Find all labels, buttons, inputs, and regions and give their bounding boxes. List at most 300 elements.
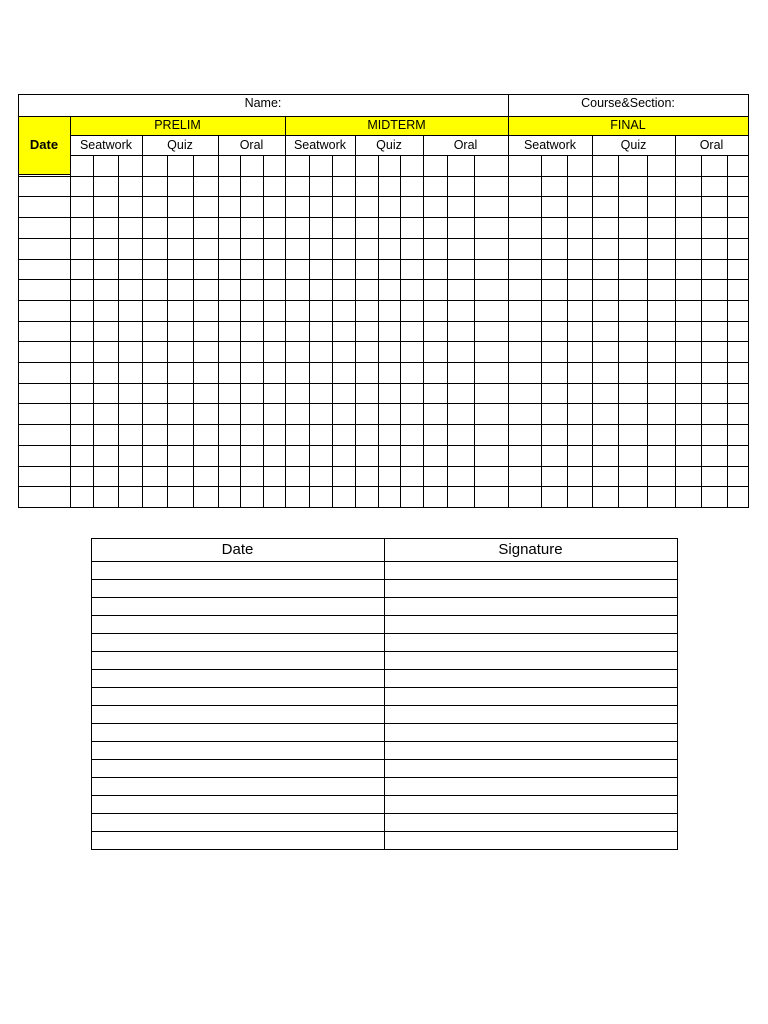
grade-entry-cell[interactable] — [71, 404, 93, 424]
grade-entry-cell[interactable] — [424, 384, 447, 404]
grade-entry-cell[interactable] — [728, 156, 748, 176]
grade-entry-cell[interactable] — [401, 384, 423, 404]
grade-entry-cell[interactable] — [333, 384, 355, 404]
grade-entry-cell[interactable] — [286, 301, 309, 321]
grade-entry-cell[interactable] — [728, 425, 748, 445]
grade-entry-cell[interactable] — [241, 384, 263, 404]
grade-entry-cell[interactable] — [194, 322, 218, 342]
grade-entry-cell[interactable] — [702, 197, 727, 217]
grade-entry-cell[interactable] — [310, 239, 332, 259]
grade-entry-cell[interactable] — [286, 218, 309, 238]
grade-entry-cell[interactable] — [475, 177, 508, 197]
grade-entry-cell[interactable] — [168, 446, 193, 466]
grade-entry-cell[interactable] — [94, 446, 118, 466]
grade-entry-cell[interactable] — [593, 239, 618, 259]
grade-entry-cell[interactable] — [728, 363, 748, 383]
grade-entry-cell[interactable] — [219, 239, 240, 259]
grade-entry-cell[interactable] — [194, 156, 218, 176]
grade-entry-cell[interactable] — [310, 404, 332, 424]
grade-entry-cell[interactable] — [194, 239, 218, 259]
grade-entry-cell[interactable] — [71, 467, 93, 487]
signature-log-signature-cell[interactable] — [385, 760, 677, 777]
grade-entry-cell[interactable] — [648, 487, 675, 507]
grade-entry-cell[interactable] — [143, 239, 167, 259]
grade-entry-cell[interactable] — [728, 487, 748, 507]
grade-entry-cell[interactable] — [356, 487, 378, 507]
grade-entry-cell[interactable] — [241, 218, 263, 238]
grade-entry-cell[interactable] — [71, 322, 93, 342]
grade-entry-cell[interactable] — [568, 384, 592, 404]
grade-entry-cell[interactable] — [593, 197, 618, 217]
grade-entry-cell[interactable] — [310, 425, 332, 445]
grade-entry-cell[interactable] — [542, 384, 567, 404]
grade-entry-cell[interactable] — [119, 404, 142, 424]
grade-entry-cell[interactable] — [379, 446, 400, 466]
grade-entry-cell[interactable] — [168, 342, 193, 362]
grade-entry-cell[interactable] — [448, 156, 474, 176]
grade-entry-cell[interactable] — [94, 404, 118, 424]
grade-entry-cell[interactable] — [728, 384, 748, 404]
grade-entry-cell[interactable] — [676, 404, 701, 424]
grade-entry-cell[interactable] — [71, 156, 93, 176]
grade-entry-cell[interactable] — [71, 260, 93, 280]
grade-entry-cell[interactable] — [509, 280, 541, 300]
grade-entry-cell[interactable] — [119, 363, 142, 383]
grade-entry-cell[interactable] — [264, 322, 285, 342]
signature-log-signature-cell[interactable] — [385, 616, 677, 633]
signature-log-date-cell[interactable] — [92, 580, 384, 597]
grade-entry-cell[interactable] — [333, 363, 355, 383]
grade-entry-cell[interactable] — [424, 280, 447, 300]
grade-entry-cell[interactable] — [648, 156, 675, 176]
grade-entry-cell[interactable] — [119, 177, 142, 197]
grade-entry-cell[interactable] — [168, 239, 193, 259]
grade-entry-cell[interactable] — [648, 197, 675, 217]
grade-entry-cell[interactable] — [568, 301, 592, 321]
grade-entry-cell[interactable] — [333, 342, 355, 362]
grade-entry-cell[interactable] — [702, 425, 727, 445]
grade-entry-cell[interactable] — [728, 239, 748, 259]
grade-entry-cell[interactable] — [568, 404, 592, 424]
grade-entry-cell[interactable] — [310, 446, 332, 466]
grade-entry-cell[interactable] — [448, 197, 474, 217]
grade-entry-cell[interactable] — [264, 384, 285, 404]
grade-entry-cell[interactable] — [333, 156, 355, 176]
grade-entry-cell[interactable] — [424, 301, 447, 321]
grade-entry-cell[interactable] — [94, 363, 118, 383]
grade-entry-cell[interactable] — [333, 487, 355, 507]
grade-entry-cell[interactable] — [568, 487, 592, 507]
grade-entry-cell[interactable] — [219, 487, 240, 507]
signature-log-date-cell[interactable] — [92, 796, 384, 813]
grade-entry-cell[interactable] — [264, 425, 285, 445]
grade-entry-cell[interactable] — [119, 239, 142, 259]
grade-entry-cell[interactable] — [702, 342, 727, 362]
date-entry-cell[interactable] — [19, 322, 70, 342]
grade-entry-cell[interactable] — [94, 301, 118, 321]
grade-entry-cell[interactable] — [194, 425, 218, 445]
grade-entry-cell[interactable] — [542, 177, 567, 197]
grade-entry-cell[interactable] — [94, 260, 118, 280]
grade-entry-cell[interactable] — [542, 239, 567, 259]
grade-entry-cell[interactable] — [264, 363, 285, 383]
grade-entry-cell[interactable] — [619, 239, 647, 259]
grade-entry-cell[interactable] — [379, 156, 400, 176]
grade-entry-cell[interactable] — [119, 280, 142, 300]
grade-entry-cell[interactable] — [728, 342, 748, 362]
grade-entry-cell[interactable] — [241, 301, 263, 321]
grade-entry-cell[interactable] — [593, 218, 618, 238]
signature-log-date-cell[interactable] — [92, 652, 384, 669]
grade-entry-cell[interactable] — [648, 467, 675, 487]
signature-log-signature-cell[interactable] — [385, 778, 677, 795]
grade-entry-cell[interactable] — [728, 467, 748, 487]
date-entry-cell[interactable] — [19, 487, 70, 507]
grade-entry-cell[interactable] — [568, 425, 592, 445]
grade-entry-cell[interactable] — [593, 177, 618, 197]
grade-entry-cell[interactable] — [219, 404, 240, 424]
grade-entry-cell[interactable] — [619, 260, 647, 280]
grade-entry-cell[interactable] — [310, 467, 332, 487]
grade-entry-cell[interactable] — [219, 446, 240, 466]
signature-log-date-cell[interactable] — [92, 724, 384, 741]
grade-entry-cell[interactable] — [219, 342, 240, 362]
grade-entry-cell[interactable] — [475, 156, 508, 176]
grade-entry-cell[interactable] — [143, 446, 167, 466]
grade-entry-cell[interactable] — [333, 218, 355, 238]
grade-entry-cell[interactable] — [401, 218, 423, 238]
grade-entry-cell[interactable] — [379, 487, 400, 507]
grade-entry-cell[interactable] — [542, 260, 567, 280]
grade-entry-cell[interactable] — [71, 363, 93, 383]
grade-entry-cell[interactable] — [241, 446, 263, 466]
signature-log-signature-cell[interactable] — [385, 796, 677, 813]
grade-entry-cell[interactable] — [509, 301, 541, 321]
grade-entry-cell[interactable] — [448, 425, 474, 445]
grade-entry-cell[interactable] — [94, 177, 118, 197]
grade-entry-cell[interactable] — [168, 280, 193, 300]
grade-entry-cell[interactable] — [568, 156, 592, 176]
grade-entry-cell[interactable] — [702, 446, 727, 466]
grade-entry-cell[interactable] — [241, 260, 263, 280]
grade-entry-cell[interactable] — [241, 363, 263, 383]
grade-entry-cell[interactable] — [424, 322, 447, 342]
grade-entry-cell[interactable] — [648, 239, 675, 259]
grade-entry-cell[interactable] — [542, 280, 567, 300]
grade-entry-cell[interactable] — [356, 425, 378, 445]
grade-entry-cell[interactable] — [648, 322, 675, 342]
grade-entry-cell[interactable] — [119, 260, 142, 280]
grade-entry-cell[interactable] — [241, 467, 263, 487]
grade-entry-cell[interactable] — [542, 322, 567, 342]
grade-entry-cell[interactable] — [356, 363, 378, 383]
grade-entry-cell[interactable] — [676, 384, 701, 404]
date-entry-cell[interactable] — [19, 404, 70, 424]
grade-entry-cell[interactable] — [71, 218, 93, 238]
grade-entry-cell[interactable] — [379, 177, 400, 197]
grade-entry-cell[interactable] — [593, 425, 618, 445]
grade-entry-cell[interactable] — [143, 156, 167, 176]
grade-entry-cell[interactable] — [676, 218, 701, 238]
grade-entry-cell[interactable] — [401, 446, 423, 466]
grade-entry-cell[interactable] — [593, 342, 618, 362]
grade-entry-cell[interactable] — [542, 218, 567, 238]
grade-entry-cell[interactable] — [702, 177, 727, 197]
grade-entry-cell[interactable] — [219, 197, 240, 217]
grade-entry-cell[interactable] — [286, 156, 309, 176]
grade-entry-cell[interactable] — [119, 156, 142, 176]
grade-entry-cell[interactable] — [71, 384, 93, 404]
grade-entry-cell[interactable] — [728, 197, 748, 217]
grade-entry-cell[interactable] — [119, 342, 142, 362]
grade-entry-cell[interactable] — [333, 239, 355, 259]
grade-entry-cell[interactable] — [310, 177, 332, 197]
grade-entry-cell[interactable] — [475, 197, 508, 217]
grade-entry-cell[interactable] — [219, 467, 240, 487]
grade-entry-cell[interactable] — [264, 467, 285, 487]
grade-entry-cell[interactable] — [194, 446, 218, 466]
grade-entry-cell[interactable] — [676, 446, 701, 466]
grade-entry-cell[interactable] — [286, 239, 309, 259]
grade-entry-cell[interactable] — [264, 280, 285, 300]
grade-entry-cell[interactable] — [475, 280, 508, 300]
grade-entry-cell[interactable] — [448, 280, 474, 300]
grade-entry-cell[interactable] — [286, 487, 309, 507]
grade-entry-cell[interactable] — [264, 177, 285, 197]
signature-log-signature-cell[interactable] — [385, 652, 677, 669]
grade-entry-cell[interactable] — [475, 260, 508, 280]
grade-entry-cell[interactable] — [593, 467, 618, 487]
grade-entry-cell[interactable] — [168, 384, 193, 404]
grade-entry-cell[interactable] — [568, 218, 592, 238]
grade-entry-cell[interactable] — [71, 342, 93, 362]
grade-entry-cell[interactable] — [648, 446, 675, 466]
signature-log-signature-cell[interactable] — [385, 562, 677, 579]
grade-entry-cell[interactable] — [619, 177, 647, 197]
signature-log-signature-cell[interactable] — [385, 832, 677, 849]
grade-entry-cell[interactable] — [286, 363, 309, 383]
grade-entry-cell[interactable] — [168, 404, 193, 424]
signature-log-date-cell[interactable] — [92, 688, 384, 705]
signature-log-date-cell[interactable] — [92, 616, 384, 633]
grade-entry-cell[interactable] — [475, 363, 508, 383]
grade-entry-cell[interactable] — [168, 197, 193, 217]
grade-entry-cell[interactable] — [593, 260, 618, 280]
grade-entry-cell[interactable] — [286, 197, 309, 217]
grade-entry-cell[interactable] — [119, 425, 142, 445]
grade-entry-cell[interactable] — [424, 487, 447, 507]
grade-entry-cell[interactable] — [194, 177, 218, 197]
grade-entry-cell[interactable] — [194, 260, 218, 280]
date-entry-cell[interactable] — [19, 156, 70, 176]
grade-entry-cell[interactable] — [702, 467, 727, 487]
grade-entry-cell[interactable] — [264, 260, 285, 280]
grade-entry-cell[interactable] — [676, 487, 701, 507]
grade-entry-cell[interactable] — [219, 384, 240, 404]
date-entry-cell[interactable] — [19, 177, 70, 197]
grade-entry-cell[interactable] — [424, 260, 447, 280]
signature-log-date-cell[interactable] — [92, 598, 384, 615]
grade-entry-cell[interactable] — [448, 239, 474, 259]
grade-entry-cell[interactable] — [401, 239, 423, 259]
grade-entry-cell[interactable] — [702, 301, 727, 321]
grade-entry-cell[interactable] — [475, 384, 508, 404]
grade-entry-cell[interactable] — [648, 177, 675, 197]
grade-entry-cell[interactable] — [424, 425, 447, 445]
grade-entry-cell[interactable] — [356, 218, 378, 238]
grade-entry-cell[interactable] — [168, 322, 193, 342]
grade-entry-cell[interactable] — [310, 218, 332, 238]
grade-entry-cell[interactable] — [619, 218, 647, 238]
grade-entry-cell[interactable] — [542, 446, 567, 466]
grade-entry-cell[interactable] — [194, 487, 218, 507]
grade-entry-cell[interactable] — [475, 425, 508, 445]
grade-entry-cell[interactable] — [728, 280, 748, 300]
grade-entry-cell[interactable] — [676, 467, 701, 487]
grade-entry-cell[interactable] — [475, 446, 508, 466]
date-entry-cell[interactable] — [19, 197, 70, 217]
date-entry-cell[interactable] — [19, 446, 70, 466]
grade-entry-cell[interactable] — [676, 322, 701, 342]
grade-entry-cell[interactable] — [310, 260, 332, 280]
grade-entry-cell[interactable] — [379, 384, 400, 404]
grade-entry-cell[interactable] — [264, 156, 285, 176]
grade-entry-cell[interactable] — [509, 446, 541, 466]
grade-entry-cell[interactable] — [241, 239, 263, 259]
grade-entry-cell[interactable] — [676, 280, 701, 300]
grade-entry-cell[interactable] — [568, 280, 592, 300]
grade-entry-cell[interactable] — [542, 404, 567, 424]
grade-entry-cell[interactable] — [648, 363, 675, 383]
grade-entry-cell[interactable] — [728, 446, 748, 466]
grade-entry-cell[interactable] — [194, 342, 218, 362]
grade-entry-cell[interactable] — [676, 239, 701, 259]
signature-log-date-cell[interactable] — [92, 562, 384, 579]
grade-entry-cell[interactable] — [168, 301, 193, 321]
grade-entry-cell[interactable] — [241, 322, 263, 342]
grade-entry-cell[interactable] — [94, 280, 118, 300]
grade-entry-cell[interactable] — [448, 342, 474, 362]
grade-entry-cell[interactable] — [424, 218, 447, 238]
grade-entry-cell[interactable] — [356, 260, 378, 280]
grade-entry-cell[interactable] — [568, 322, 592, 342]
grade-entry-cell[interactable] — [286, 322, 309, 342]
grade-entry-cell[interactable] — [310, 156, 332, 176]
grade-entry-cell[interactable] — [194, 280, 218, 300]
grade-entry-cell[interactable] — [593, 280, 618, 300]
grade-entry-cell[interactable] — [241, 197, 263, 217]
grade-entry-cell[interactable] — [219, 260, 240, 280]
grade-entry-cell[interactable] — [702, 156, 727, 176]
grade-entry-cell[interactable] — [94, 342, 118, 362]
grade-entry-cell[interactable] — [648, 384, 675, 404]
grade-entry-cell[interactable] — [648, 342, 675, 362]
grade-entry-cell[interactable] — [168, 260, 193, 280]
grade-entry-cell[interactable] — [333, 280, 355, 300]
grade-entry-cell[interactable] — [94, 425, 118, 445]
grade-entry-cell[interactable] — [542, 467, 567, 487]
grade-entry-cell[interactable] — [448, 177, 474, 197]
grade-entry-cell[interactable] — [401, 301, 423, 321]
signature-log-signature-cell[interactable] — [385, 724, 677, 741]
grade-entry-cell[interactable] — [194, 197, 218, 217]
grade-entry-cell[interactable] — [379, 301, 400, 321]
grade-entry-cell[interactable] — [71, 446, 93, 466]
grade-entry-cell[interactable] — [333, 467, 355, 487]
grade-entry-cell[interactable] — [676, 342, 701, 362]
grade-entry-cell[interactable] — [333, 446, 355, 466]
grade-entry-cell[interactable] — [356, 197, 378, 217]
grade-entry-cell[interactable] — [648, 404, 675, 424]
grade-entry-cell[interactable] — [94, 467, 118, 487]
grade-entry-cell[interactable] — [379, 467, 400, 487]
grade-entry-cell[interactable] — [379, 342, 400, 362]
grade-entry-cell[interactable] — [356, 280, 378, 300]
grade-entry-cell[interactable] — [619, 342, 647, 362]
grade-entry-cell[interactable] — [143, 218, 167, 238]
grade-entry-cell[interactable] — [593, 301, 618, 321]
grade-entry-cell[interactable] — [728, 322, 748, 342]
grade-entry-cell[interactable] — [119, 446, 142, 466]
grade-entry-cell[interactable] — [168, 218, 193, 238]
grade-entry-cell[interactable] — [401, 404, 423, 424]
grade-entry-cell[interactable] — [568, 177, 592, 197]
grade-entry-cell[interactable] — [119, 487, 142, 507]
grade-entry-cell[interactable] — [264, 301, 285, 321]
grade-entry-cell[interactable] — [619, 446, 647, 466]
grade-entry-cell[interactable] — [648, 218, 675, 238]
grade-entry-cell[interactable] — [728, 301, 748, 321]
grade-entry-cell[interactable] — [448, 446, 474, 466]
grade-entry-cell[interactable] — [424, 363, 447, 383]
grade-entry-cell[interactable] — [219, 218, 240, 238]
grade-entry-cell[interactable] — [676, 425, 701, 445]
signature-log-date-cell[interactable] — [92, 742, 384, 759]
grade-entry-cell[interactable] — [264, 197, 285, 217]
grade-entry-cell[interactable] — [143, 404, 167, 424]
grade-entry-cell[interactable] — [379, 218, 400, 238]
grade-entry-cell[interactable] — [702, 487, 727, 507]
grade-entry-cell[interactable] — [568, 260, 592, 280]
grade-entry-cell[interactable] — [475, 301, 508, 321]
grade-entry-cell[interactable] — [542, 156, 567, 176]
date-entry-cell[interactable] — [19, 301, 70, 321]
grade-entry-cell[interactable] — [509, 363, 541, 383]
grade-entry-cell[interactable] — [475, 404, 508, 424]
date-entry-cell[interactable] — [19, 280, 70, 300]
grade-entry-cell[interactable] — [143, 342, 167, 362]
grade-entry-cell[interactable] — [448, 487, 474, 507]
grade-entry-cell[interactable] — [356, 301, 378, 321]
grade-entry-cell[interactable] — [475, 322, 508, 342]
grade-entry-cell[interactable] — [648, 301, 675, 321]
grade-entry-cell[interactable] — [619, 404, 647, 424]
grade-entry-cell[interactable] — [702, 260, 727, 280]
signature-log-signature-cell[interactable] — [385, 598, 677, 615]
grade-entry-cell[interactable] — [168, 363, 193, 383]
signature-log-date-cell[interactable] — [92, 814, 384, 831]
grade-entry-cell[interactable] — [143, 425, 167, 445]
grade-entry-cell[interactable] — [143, 301, 167, 321]
grade-entry-cell[interactable] — [143, 260, 167, 280]
grade-entry-cell[interactable] — [241, 425, 263, 445]
date-entry-cell[interactable] — [19, 260, 70, 280]
grade-entry-cell[interactable] — [619, 384, 647, 404]
grade-entry-cell[interactable] — [194, 363, 218, 383]
grade-entry-cell[interactable] — [286, 384, 309, 404]
grade-entry-cell[interactable] — [219, 363, 240, 383]
grade-entry-cell[interactable] — [475, 467, 508, 487]
